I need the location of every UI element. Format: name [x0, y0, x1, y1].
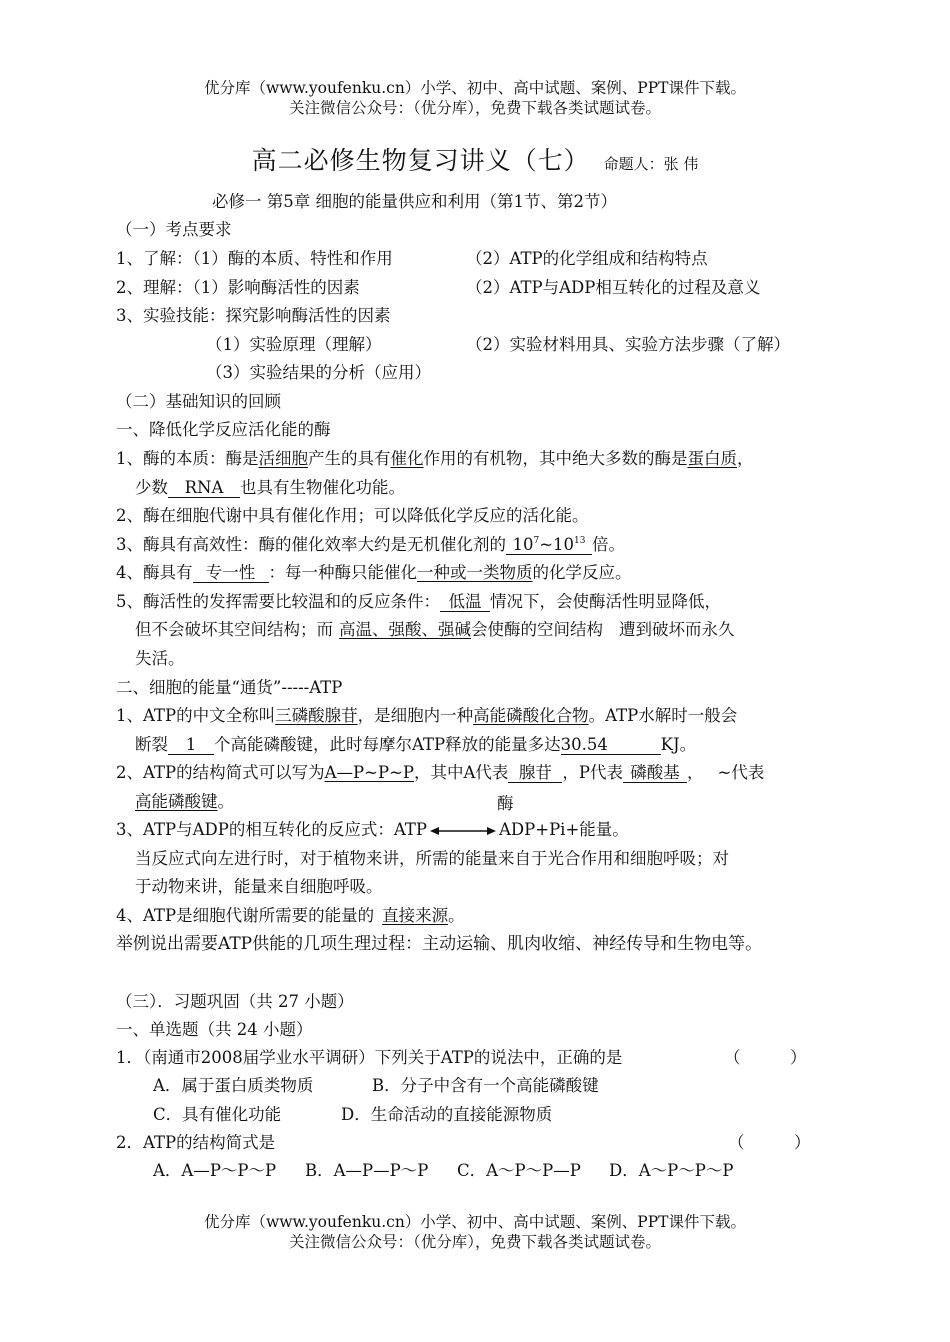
- sec1-row4b: （2）实验材料用具、实验方法步骤（了解）: [466, 335, 790, 354]
- atp-example: 举例说出需要ATP供能的几项生理过程：主动运输、肌肉收缩、神经传导和生物电等。: [116, 934, 763, 954]
- answer-specificity: 专一性: [193, 563, 269, 583]
- answer-adenosine: 腺苷: [508, 763, 562, 783]
- footer-line-1: 优分库（www.youfenku.cn）小学、初中、高中试题、案例、PPT课件下载。: [203, 1213, 747, 1231]
- atp-item-3-note: 当反应式向左进行时，对于植物来讲，所需的能量来自于光合作用和细胞呼吸；对: [135, 849, 729, 868]
- answer-high-temp: 高温、强酸、强碱: [339, 620, 471, 639]
- answer-efficiency: $10^7\sim 10^{13}$: [506, 535, 592, 555]
- header-line-2: 关注微信公众号：（优分库），免费下载各类试题试卷。: [288, 99, 661, 117]
- title-main: 高二必修生物复习讲义（七）: [251, 146, 590, 175]
- answer-catalysis: 催化: [390, 449, 424, 468]
- enzyme-item-1: 1、酶的本质：酶是活细胞产生的具有催化作用的有机物，其中绝大多数的酶是蛋白质，: [116, 449, 754, 468]
- enzyme-item-1-cont: 少数 RNA 也具有生物催化功能。: [135, 478, 405, 497]
- question-2-stem: 2．ATP的结构简式是: [116, 1133, 276, 1152]
- enzyme-item-5-cont: 但不会破坏其空间结构；而 高温、强酸、强碱会使酶的空间结构 遭到破坏而永久: [135, 620, 735, 639]
- footer-line-2: 关注微信公众号：（优分库），免费下载各类试题试卷。: [288, 1233, 661, 1251]
- title-author: 命题人：张 伟: [603, 155, 699, 173]
- question-1-option-d: D．生命活动的直接能源物质: [341, 1105, 553, 1124]
- question-2-option-a: A．A—P～P～P: [153, 1161, 277, 1180]
- answer-living-cell: 活细胞: [258, 449, 308, 468]
- answer-phosphate: 磷酸基: [623, 763, 687, 783]
- answer-rna: RNA: [168, 478, 240, 498]
- sec1-row1a: 1、了解：（1）酶的本质、特性和作用: [116, 249, 393, 268]
- sec1-row4a: （1）实验原理（理解）: [206, 335, 382, 354]
- sec3-part1: 一、单选题（共 24 小题）: [116, 1020, 313, 1039]
- answer-low-temp: 低温: [440, 592, 490, 612]
- question-1-option-c: C．具有催化功能: [153, 1105, 282, 1124]
- enzyme-item-5: 5、酶活性的发挥需要比较温和的反应条件： 低温 情况下，会使酶活性明显降低，: [116, 592, 721, 611]
- double-arrow-icon: [430, 820, 496, 842]
- atp-item-4: 4、ATP是细胞代谢所需要的能量的 直接来源。: [116, 906, 465, 925]
- question-1-stem: 1．（南通市2008届学业水平调研）下列关于ATP的说法中，正确的是: [116, 1048, 623, 1067]
- enzyme-label: 酶: [497, 794, 514, 813]
- sec1-row3: 3、实验技能：探究影响酶活性的因素: [116, 306, 391, 325]
- enzyme-item-3: 3、酶具有高效性：酶的催化效率大约是无机催化剂的 $10^7\sim 10^{13}$ 倍。: [116, 535, 625, 554]
- answer-protein: 蛋白质: [687, 449, 737, 468]
- sec3-heading: （三）．习题巩固（共 27 小题）: [116, 992, 354, 1011]
- answer-high-energy-compound: 高能磷酸化合物: [473, 706, 589, 725]
- sec1-row2b: （2）ATP与ADP相互转化的过程及意义: [466, 278, 761, 297]
- answer-high-energy-bond: 高能磷酸键: [135, 792, 218, 811]
- question-1-option-b: B．分子中含有一个高能磷酸键: [372, 1076, 599, 1095]
- question-2-option-b: B．A—P—P～P: [305, 1161, 429, 1180]
- question-1-paren: （ ）: [724, 1048, 807, 1067]
- enzyme-item-2: 2、酶在细胞代谢中具有催化作用；可以降低化学反应的活化能。: [116, 506, 589, 525]
- question-1-option-a: A．属于蛋白质类物质: [153, 1076, 314, 1095]
- question-2-option-c: C．A～P～P—P: [457, 1161, 581, 1180]
- sec1-row1b: （2）ATP的化学组成和结构特点: [466, 249, 708, 268]
- sec2-part2: 二、细胞的能量“通货”-----ATP: [116, 678, 343, 697]
- atp-item-1-cont: 断裂 1 个高能磷酸键，此时每摩尔ATP释放的能量多达30.54 KJ。: [135, 735, 697, 754]
- sec1-heading: （一）考点要求: [116, 220, 232, 239]
- sec1-row5: （3）实验结果的分析（应用）: [206, 363, 431, 382]
- sec1-row2a: 2、理解：（1）影响酶活性的因素: [116, 278, 360, 297]
- answer-direct-source: 直接来源: [382, 906, 449, 925]
- subtitle: 必修一 第5章 细胞的能量供应和利用（第1节、第2节）: [212, 192, 617, 211]
- answer-energy: 30.54: [561, 735, 661, 755]
- question-2-option-d: D．A～P～P～P: [609, 1161, 734, 1180]
- enzyme-item-5-end: 失活。: [135, 649, 185, 668]
- header-line-1: 优分库（www.youfenku.cn）小学、初中、高中试题、案例、PPT课件下载。: [203, 79, 747, 97]
- answer-one-substance: 一种或一类物质: [417, 563, 533, 582]
- answer-atp-name: 三磷酸腺苷: [275, 706, 358, 725]
- atp-item-3: 3、ATP与ADP的相互转化的反应式：ATP ADP+Pi+能量。: [116, 819, 629, 842]
- atp-item-1: 1、ATP的中文全称叫三磷酸腺苷，是细胞内一种高能磷酸化合物。ATP水解时一般会: [116, 706, 738, 725]
- answer-bond-count: 1: [168, 735, 214, 755]
- answer-structure: A—P~P~P: [324, 763, 414, 782]
- question-2-paren: （ ）: [728, 1133, 811, 1152]
- sec2-part1: 一、降低化学反应活化能的酶: [116, 420, 331, 439]
- sec2-heading: （二）基础知识的回顾: [116, 392, 281, 411]
- atp-item-2-cont: 高能磷酸键。: [135, 792, 234, 811]
- atp-item-2: 2、ATP的结构简式可以写为A—P~P~P，其中A代表 腺苷 ，P代表 磷酸基 ， ~代表: [116, 763, 765, 782]
- page-title: [0, 144, 950, 181]
- atp-item-3-note-cont: 于动物来讲，能量来自细胞呼吸。: [135, 877, 383, 896]
- enzyme-item-4: 4、酶具有 专一性 ：每一种酶只能催化一种或一类物质的化学反应。: [116, 563, 632, 582]
